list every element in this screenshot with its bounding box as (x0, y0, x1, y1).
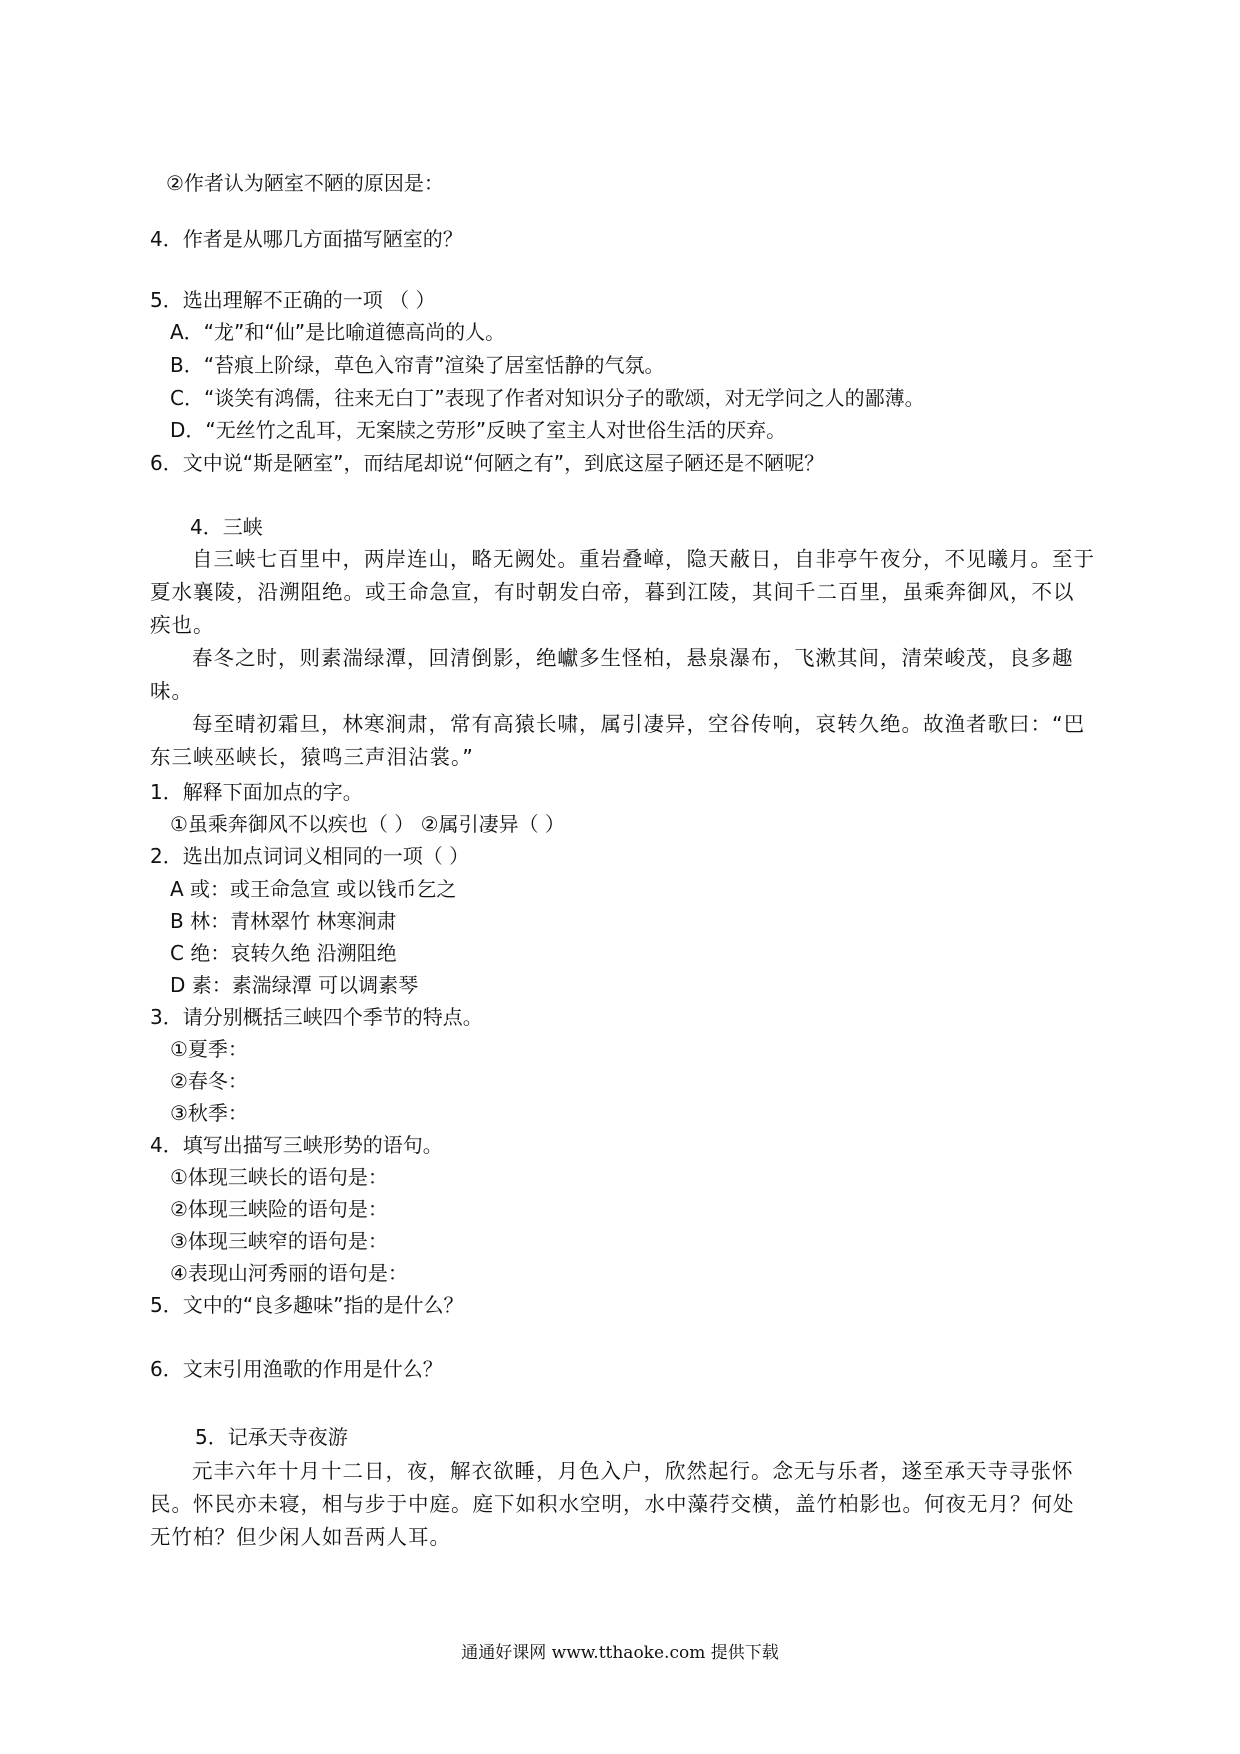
sanxia-paragraph-3: 每至晴初霜旦，林寒涧肃，常有高猿长啸，属引凄异，空谷传响，哀转久绝。故渔者歌曰：“巴东三峡巫峡长，猿鸣三声泪沾裳。” (150, 712, 1086, 769)
lou-q3-item2: ②作者认为陋室不陋的原因是： (166, 171, 444, 195)
sanxia-q6: 6．文末引用渔歌的作用是什么？ (150, 1357, 443, 1381)
sanxia-paragraph-1: 自三峡七百里中，两岸连山，略无阙处。重岩叠嶂，隐天蔽日，自非亭午夜分，不见曦月。至于夏水襄陵，沿溯阻绝。或王命急宣，有时朝发白帝，暮到江陵，其间千二百里，虽乘奔御风，不以疾也。 (150, 547, 1095, 637)
chengtian-paragraph: 元丰六年十月十二日，夜，解衣欲睡，月色入户，欣然起行。念无与乐者，遂至承天寺寻张怀民。怀民亦未寝，相与步于中庭。庭下如积水空明，水中藻荇交横，盖竹柏影也。何夜无月？何处无竹柏？但少闲人如吾两人耳。 (150, 1459, 1075, 1549)
sanxia-q4-item-4: ④表现山河秀丽的语句是： (170, 1261, 408, 1285)
sanxia-paragraph-2: 春冬之时，则素湍绿潭，回清倒影，绝巘多生怪柏，悬泉瀑布，飞漱其间，清荣峻茂，良多趣味。 (150, 646, 1074, 703)
sanxia-q2-option-d: D 素：素湍绿潭 可以调素琴 (170, 973, 419, 997)
lou-q5-option-b: B．“苔痕上阶绿，草色入帘青”渲染了居室恬静的气氛。 (170, 353, 665, 377)
sanxia-q2-option-c: C 绝：哀转久绝 沿溯阻绝 (170, 941, 397, 965)
sanxia-q5: 5．文中的“良多趣味”指的是什么？ (150, 1293, 464, 1317)
lou-q5: 5．选出理解不正确的一项 （ ） (150, 288, 436, 312)
chengtian-title: 5．记承天寺夜游 (195, 1425, 348, 1449)
sanxia-q3-item-3: ③秋季： (170, 1101, 248, 1125)
sanxia-q3: 3．请分别概括三峡四个季节的特点。 (150, 1005, 483, 1029)
sanxia-q1: 1．解释下面加点的字。 (150, 780, 363, 804)
lou-q5-option-c: C．“谈笑有鸿儒，往来无白丁”表现了作者对知识分子的歌颂，对无学问之人的鄙薄。 (170, 386, 925, 410)
lou-q5-option-a: A．“龙”和“仙”是比喻道德高尚的人。 (170, 320, 506, 344)
sanxia-q3-item-2: ②春冬： (170, 1069, 248, 1093)
sanxia-q4-item-3: ③体现三峡窄的语句是： (170, 1229, 388, 1253)
lou-q6: 6．文中说“斯是陋室”，而结尾却说“何陋之有”，到底这屋子陋还是不陋呢？ (150, 451, 825, 475)
sanxia-q4-item-2: ②体现三峡险的语句是： (170, 1197, 388, 1221)
sanxia-q2-option-b: B 林：青林翠竹 林寒涧肃 (170, 909, 397, 933)
sanxia-q1-items: ①虽乘奔御风不以疾也（ ） ②属引凄异（ ） (170, 812, 565, 836)
lou-q5-option-d: D．“无丝竹之乱耳，无案牍之劳形”反映了室主人对世俗生活的厌弃。 (170, 418, 787, 442)
lou-q4: 4．作者是从哪几方面描写陋室的？ (150, 227, 463, 251)
sanxia-q2-option-a: A 或：或王命急宣 或以钱币乞之 (170, 877, 457, 901)
sanxia-q4: 4．填写出描写三峡形势的语句。 (150, 1133, 443, 1157)
page-footer: 通通好课网 www.tthaoke.com 提供下载 (461, 1643, 779, 1663)
sanxia-q2: 2．选出加点词词义相同的一项（ ） (150, 844, 470, 868)
sanxia-title: 4．三峡 (190, 515, 263, 539)
sanxia-q3-item-1: ①夏季： (170, 1037, 248, 1061)
sanxia-q4-item-1: ①体现三峡长的语句是： (170, 1165, 388, 1189)
